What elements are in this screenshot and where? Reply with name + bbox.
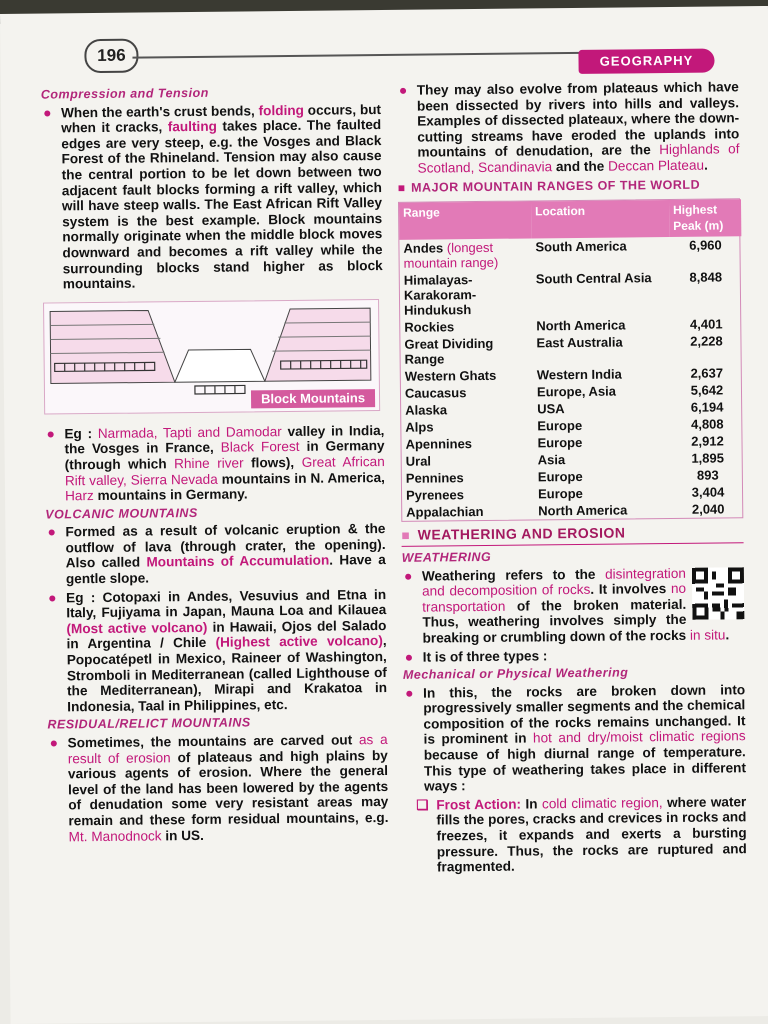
bullet-block-examples: ● Eg : Narmada, Tapti and Damodar valley in India, the Vosges in France, Black Forest in Germany (through which Rhine river flows), Great African Rift valley, Sierra Nevada mountains in N. America, Harz mountains in Germany. xyxy=(46,422,385,504)
range-cell xyxy=(402,469,534,487)
table-body xyxy=(399,237,744,522)
table-row xyxy=(402,501,744,522)
location-cell: USA xyxy=(537,401,565,417)
peak-cell: 5,642 xyxy=(690,382,724,399)
peak-cell: 2,228 xyxy=(690,333,723,350)
table-header: Highest Peak (m) xyxy=(669,199,741,237)
location-cell: Europe xyxy=(537,435,583,451)
heading-mechanical: Mechanical or Physical Weathering xyxy=(402,665,629,682)
bullet-residual: ● Sometimes, the mountains are carved out as a result of erosion of plateaus and high plains by various agents of erosion. Where the general level of the land has been lowered by the agents of denudation some very resistant areas may remain and these form residual mountains, e.g. Mt. Manodnock in US. xyxy=(49,731,389,844)
right-column xyxy=(397,78,747,875)
peak-cell: 3,404 xyxy=(691,484,725,501)
range-cell xyxy=(401,367,533,385)
location-cell: Europe xyxy=(537,469,583,485)
bullet-icon: ● xyxy=(398,81,408,98)
range-name: Ural xyxy=(405,453,432,470)
peak-cell: 8,848 xyxy=(689,269,723,286)
range-note: (longest mountain range) xyxy=(403,240,499,272)
range-name: Appalachian xyxy=(406,504,484,521)
range-cell xyxy=(402,503,534,521)
range-cell xyxy=(401,435,533,453)
bullet-mechanical: ● In this, the rocks are broken down into progressively smaller segments and the chemical composition of the rocks remains unchanged. It is prominent in hot and dry/moist climatic regions because of high diurnal range of temperature. This type of weathering takes place in different ways : xyxy=(405,681,747,794)
location-cell: Western India xyxy=(536,366,622,383)
range-name: Alps xyxy=(405,419,434,436)
peak-cell: 6,960 xyxy=(689,237,722,254)
location-cell: Europe xyxy=(537,418,583,434)
range-cell xyxy=(399,239,531,272)
location-cell: Europe, Asia xyxy=(536,383,617,400)
book-page xyxy=(0,6,768,1024)
bullet-icon: ● xyxy=(48,589,57,606)
range-cell xyxy=(402,486,534,504)
range-cell xyxy=(401,418,533,436)
table-row xyxy=(399,237,741,273)
bullet-compression: ● When the earth's crust bends, folding occurs, but when it cracks, faulting takes place. The faulted edges are very steep, e.g. the Vosges and Black Forest of the Rhineland. Tension may also cause the central portion to be let down between two adjacent fault blocks forming a rift valley, which will have steep walls. The East African Rift Valley system is the best example. Block mountains normally originate when the middle block moves downward and becomes a rift valley while the surrounding blocks stand higher as block mountains. xyxy=(42,101,383,292)
bullet-weathering-1: ● Weathering refers to the disintegration and decomposition of rocks. It involves no transportation of the broken material. Thus, weathering involves simply the breaking or crumbling down of the rocks in situ. xyxy=(402,565,745,647)
bullet-plateau: ● They may also evolve from plateaus which have been dissected by rivers into hills and valleys. Examples of dissected plateaux, where the down-cutting streams have eroded the uplands into mountains of denudation, are the Highlands of Scotland, Scandinavia and the Deccan Plateau. xyxy=(398,79,740,176)
bullet-icon: ● xyxy=(47,523,56,540)
ranges-heading: ■ MAJOR MOUNTAIN RANGES OF THE WORLD xyxy=(397,177,701,195)
location-cell: South Central Asia xyxy=(535,270,652,287)
peak-cell: 2,637 xyxy=(690,365,724,382)
range-cell xyxy=(401,401,533,419)
bullet-icon: ● xyxy=(42,104,52,121)
range-name: Rockies xyxy=(404,319,455,336)
page-number: 196 xyxy=(84,39,138,74)
bullet-volcanic-1: ● Formed as a result of volcanic eruption & the outflow of lava (through crater, the opening). Also called Mountains of Accumulation. Have a gentle slope. xyxy=(47,521,386,587)
range-name: Andes xyxy=(403,240,444,257)
peak-cell: 4,401 xyxy=(689,316,723,333)
bullet-icon: ● xyxy=(403,567,413,584)
bullet-icon: ● xyxy=(49,734,59,751)
range-name: Apennines xyxy=(405,436,473,453)
range-name: Pennines xyxy=(405,470,464,487)
peak-cell: 6,194 xyxy=(690,399,724,416)
range-cell xyxy=(402,452,534,470)
table-row xyxy=(400,269,742,320)
heading-volcanic: VOLCANIC MOUNTAINS xyxy=(45,505,198,522)
range-cell xyxy=(401,384,533,402)
heading-residual: RESIDUAL/RELICT MOUNTAINS xyxy=(47,715,251,732)
range-name: Himalayas-Karakoram-Hindukush xyxy=(403,272,477,319)
location-cell: North America xyxy=(538,502,628,519)
table-header: Location xyxy=(531,200,669,239)
location-cell: North America xyxy=(536,317,626,334)
peak-cell: 4,808 xyxy=(690,416,724,433)
figure-caption: Block Mountains xyxy=(251,389,375,408)
range-cell xyxy=(400,335,532,368)
heading-weathering: WEATHERING xyxy=(401,549,492,565)
bullet-volcanic-2: ● Eg : Cotopaxi in Andes, Vesuvius and Etna in Italy, Fujiyama in Japan, Mauna Loa and Kilauea (Most active volcano) in Hawaii, Ojos del Salado in Argentina / Chile (Highest active volcano), Popocatépetl in Mexico, Raineer of Washington, Stromboli in Mediterranean (called Lighthouse of the Mediterranean), Mirapi and Krakatoa in Indonesia, Taal in Philippines, etc. xyxy=(48,586,388,715)
table-row xyxy=(400,333,742,369)
range-name: Great Dividing Range xyxy=(404,336,494,368)
location-cell: South America xyxy=(535,238,627,255)
mountain-ranges-table xyxy=(398,198,743,522)
location-cell: Asia xyxy=(537,452,566,468)
location-cell: East Australia xyxy=(536,334,623,351)
peak-cell: 2,040 xyxy=(691,501,725,518)
range-name: Western Ghats xyxy=(404,368,497,385)
block-mountains-figure xyxy=(43,299,380,415)
qr-code-icon xyxy=(692,567,745,620)
range-name: Alaska xyxy=(405,402,448,419)
heading-compression: Compression and Tension xyxy=(40,85,209,102)
table-header-row xyxy=(399,199,741,240)
sub-bullet-frost: ❑ Frost Action: In cold climatic region, where water fills the pores, cracks and crevices in rocks and freezes, it expands and exerts a bursting pressure. Thus, the rocks are ruptured and fragmented. xyxy=(416,794,747,875)
table-header: Range xyxy=(399,202,531,241)
peak-cell: 1,895 xyxy=(691,450,725,467)
range-name: Caucasus xyxy=(404,385,467,402)
section-tag: GEOGRAPHY xyxy=(578,49,714,74)
bullet-weathering-2: ● It is of three types : xyxy=(404,647,548,665)
bullet-icon: ● xyxy=(46,425,55,442)
location-cell: Europe xyxy=(537,486,583,502)
square-bullet-icon: ■ xyxy=(397,180,406,195)
left-column xyxy=(41,82,389,848)
range-cell xyxy=(400,318,532,336)
peak-cell: 893 xyxy=(696,467,719,484)
checkbox-bullet-icon: ❑ xyxy=(416,797,429,813)
range-name: Pyrenees xyxy=(405,487,464,504)
header-rule xyxy=(132,52,592,59)
bullet-icon: ● xyxy=(405,684,414,701)
bullet-icon: ● xyxy=(404,648,414,665)
peak-cell: 2,912 xyxy=(691,433,724,450)
range-cell xyxy=(400,271,532,319)
square-bullet-icon: ■ xyxy=(401,528,410,544)
weathering-erosion-heading: ■ WEATHERING AND EROSION xyxy=(401,525,743,547)
